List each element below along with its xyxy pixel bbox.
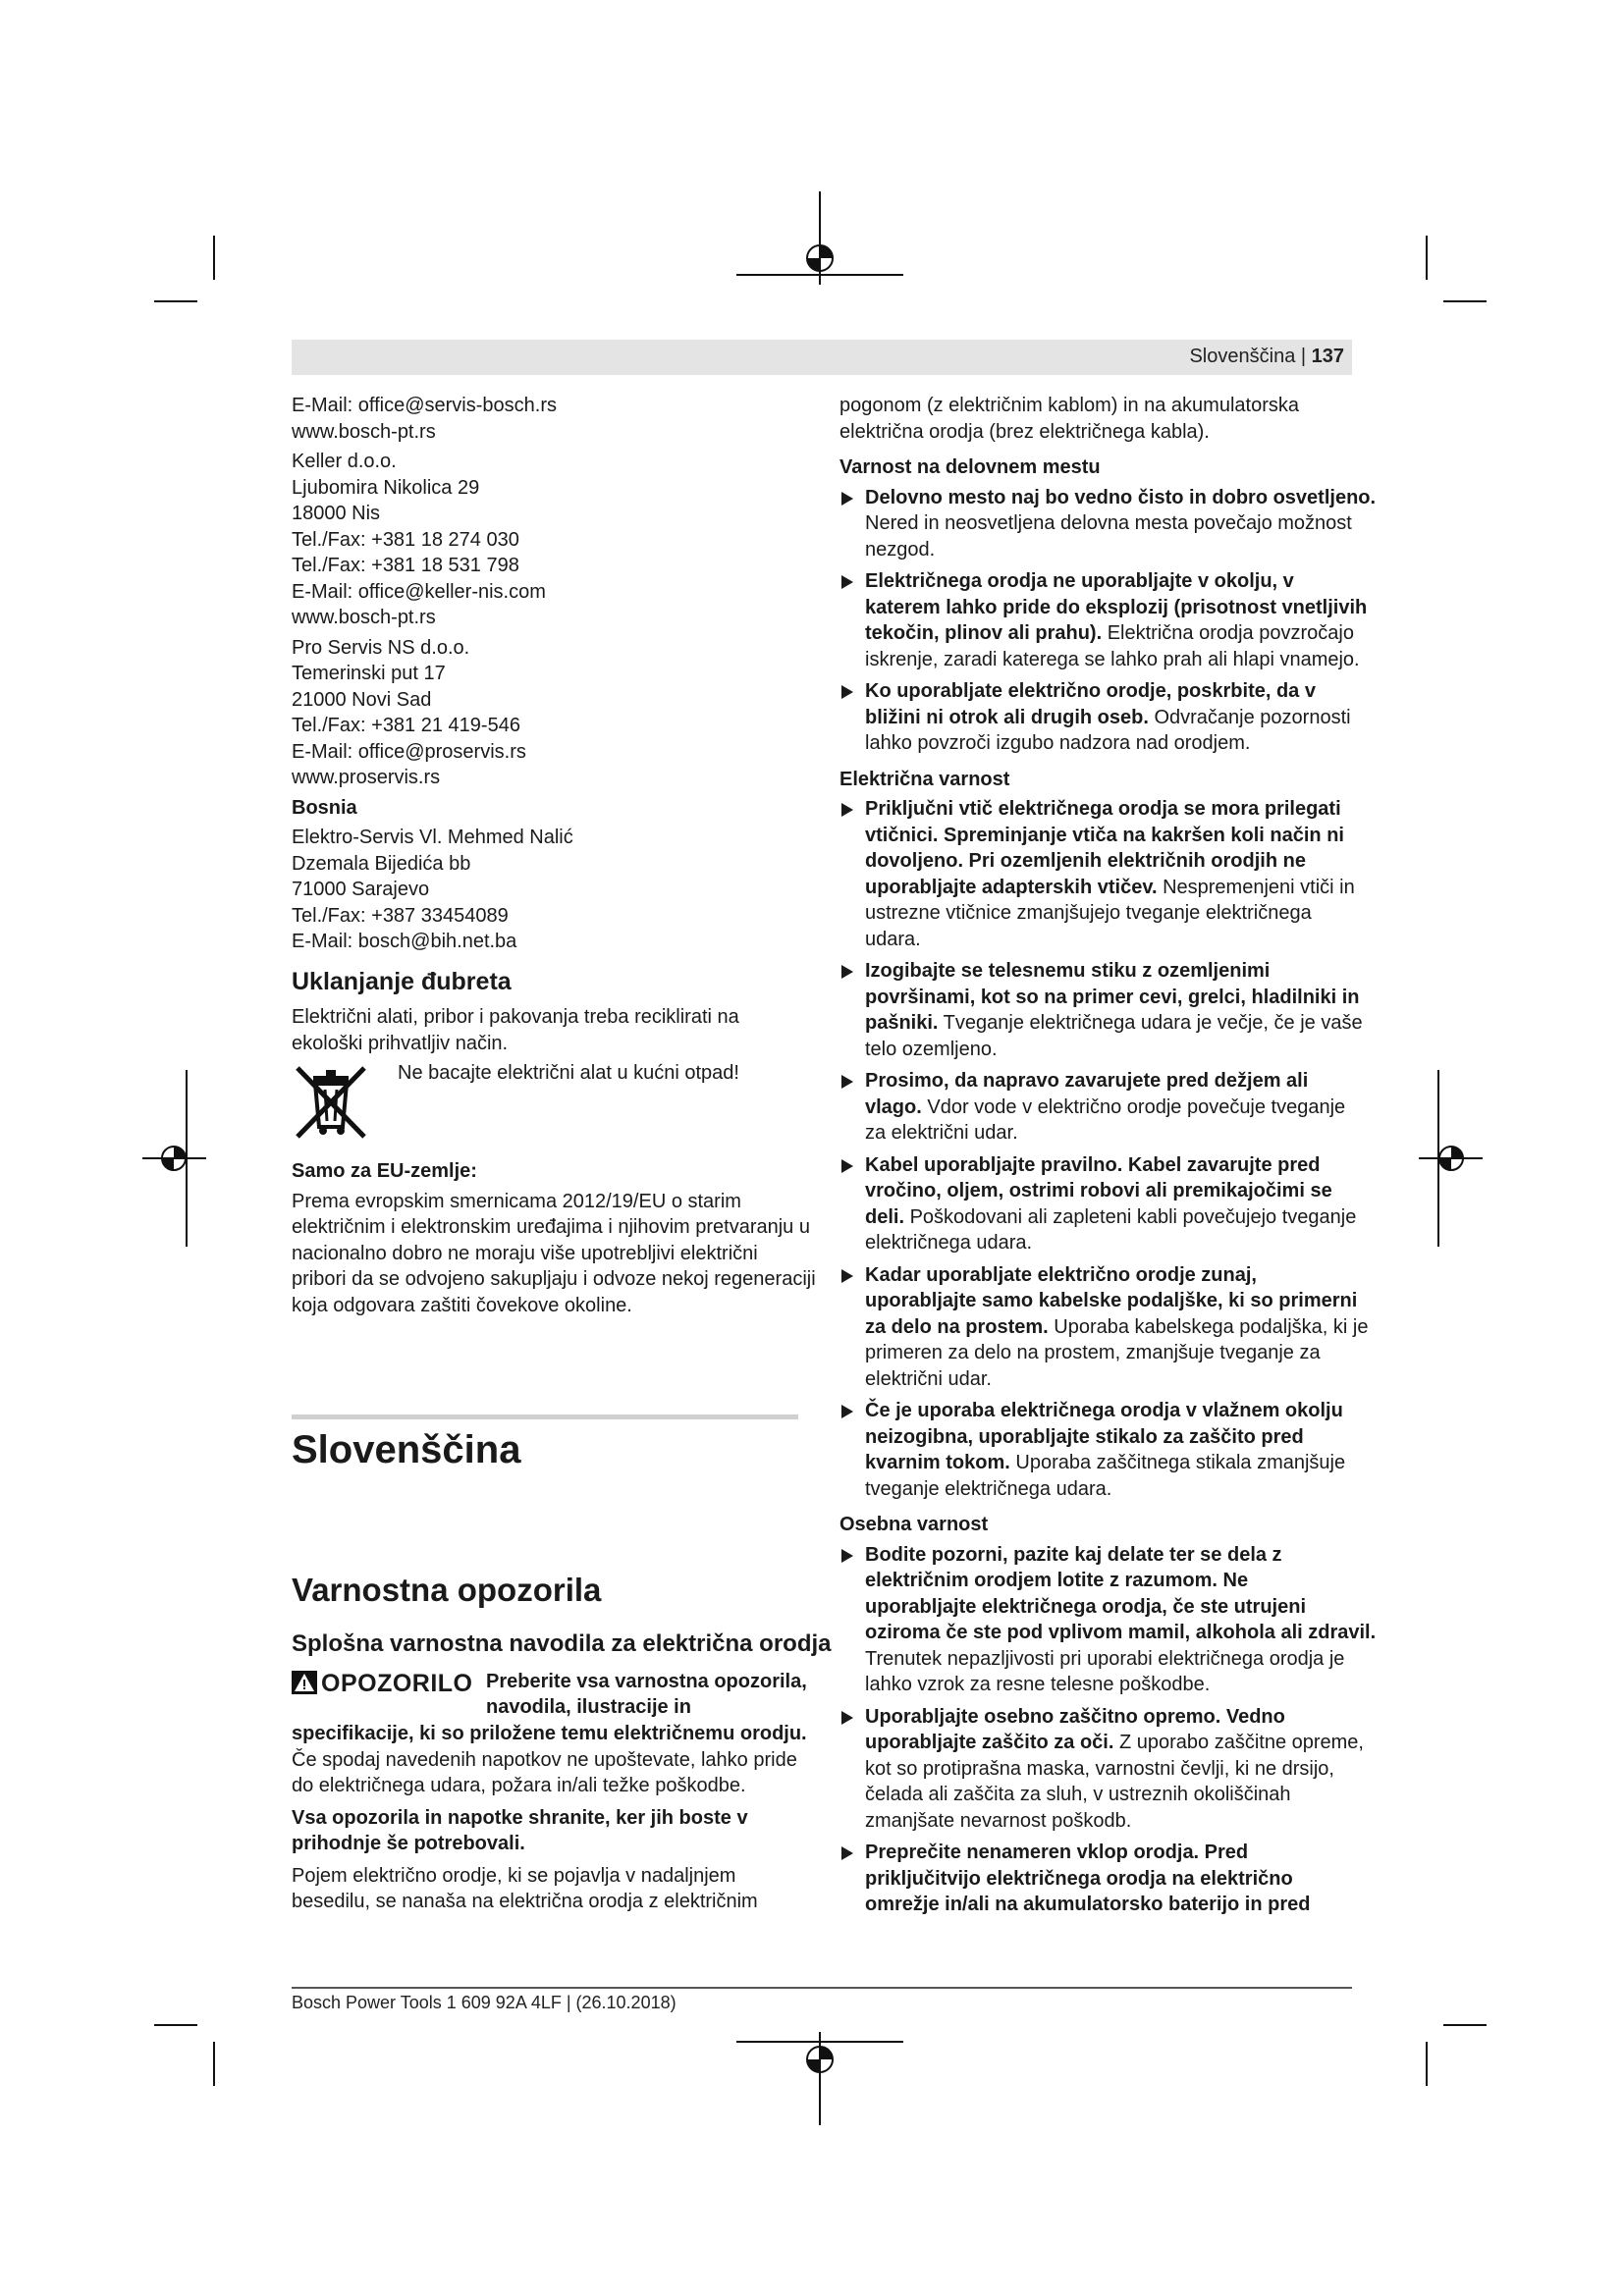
bullet-bold-run: deli. — [865, 1205, 905, 1228]
bullet-item — [839, 1152, 1357, 1256]
crop-mark — [1443, 2024, 1487, 2026]
bullet-normal-run: Uporaba zaščitnega stikala zmanjšuje — [1009, 1452, 1346, 1473]
warning-side-line: Preberite vsa varnostna opozorila, — [486, 1671, 807, 1692]
bullet-arrow-icon — [841, 1159, 853, 1173]
text-line: Če spodaj navedenih napotkov ne upoštevate, lahko pride — [292, 1748, 797, 1771]
bullet-bold-line: priključitvijo električnega orodja na električno — [865, 1867, 1293, 1890]
bullet-bold-line: Priključni vtič električnega orodja se mora prilegati — [865, 798, 1341, 820]
header-text: Slovenščina | 137 — [1189, 346, 1344, 367]
bullet-bold-line: omrežje in/ali na akumulatorsko baterijo in pred — [865, 1894, 1311, 1915]
bullet-bold-line: uporabljajte električnega orodja, če ste utrujeni — [865, 1595, 1307, 1618]
contact-line: 18000 Nis — [292, 503, 381, 524]
bullet-mixed-line — [865, 1730, 1364, 1756]
bullet-bold-line: Preprečite nenameren vklop orodja. Pred — [865, 1842, 1249, 1863]
bullet-arrow-icon — [841, 965, 853, 979]
bullet-bold-run: kvarnim tokom. — [865, 1452, 1010, 1473]
keller-contact — [292, 449, 802, 631]
contact-line: Elektro-Servis Vl. Mehmed Nalić — [292, 827, 573, 848]
eu-text — [292, 1189, 816, 1319]
bullet-mixed-line — [865, 1095, 1350, 1121]
bullet-mixed-line — [865, 875, 1355, 901]
footer-text: Bosch Power Tools 1 609 92A 4LF | (26.10.2018) — [292, 1993, 677, 2012]
bullet-bold-line: električnim orodjem lotite z razumom. Ne — [865, 1570, 1249, 1591]
bullet-normal-run: Uporaba kabelskega podaljška, ki je — [1048, 1315, 1369, 1338]
serbia-contacts — [292, 393, 802, 445]
bullet-mixed-line — [865, 1010, 1363, 1037]
bullet-bold-line: uporabljajte samo kabelske podaljške, ki so primerni — [865, 1290, 1358, 1311]
bullet-text-line: Trenutek nepazljivosti pri uporabi električnega orodja je — [865, 1647, 1345, 1670]
contact-line: E-Mail: bosch@bih.net.ba — [292, 931, 517, 952]
bullet-arrow-icon — [841, 1549, 853, 1563]
bullet-bold-line: Bodite pozorni, pazite kaj delate ter se dela z — [865, 1543, 1282, 1566]
bullet-item — [839, 1398, 1350, 1502]
bullet-bold-line: Prosimo, da napravo zavarujete pred dežjem ali — [865, 1070, 1309, 1092]
registration-mark-right — [1419, 1070, 1483, 1247]
bullet-bold-line: površinami, kot so na primer cevi, grelci, hladilniki in — [865, 986, 1360, 1008]
registration-mark-left — [142, 1070, 206, 1247]
text-line: električna orodja (brez električnega kabla). — [839, 420, 1210, 443]
bullet-bold-line: Kadar uporabljate električno orodje zunaj, — [865, 1263, 1257, 1286]
bullet-arrow-icon — [841, 1269, 853, 1283]
warning-triangle-icon — [292, 1671, 317, 1694]
page-header — [292, 340, 1352, 375]
bullet-bold-line: Električnega orodja ne uporabljajte v okolju, v — [865, 570, 1294, 592]
disposal-heading: Uklanjanje đubreta — [292, 967, 512, 995]
left-column — [292, 393, 816, 1322]
electrical-heading: Električna varnost — [839, 768, 1010, 790]
bullet-bold-run: uporabljajte adapterskih vtičev. — [865, 876, 1158, 898]
text-line: koja odgovara zaštiti čovekove okoline. — [292, 1294, 632, 1316]
contact-line: Tel./Fax: +381 21 419-546 — [292, 715, 520, 736]
bullet-arrow-icon — [841, 1405, 853, 1418]
bullet-mixed-line — [865, 1314, 1369, 1341]
bullet-text-line: električni udar. — [865, 1367, 992, 1390]
bullet-text-line: ustrezne vtičnice zmanjšujejo tveganje električnega — [865, 902, 1312, 924]
bullet-text-line: električnega udara. — [865, 1232, 1033, 1254]
text-line: ekološki prihvatljiv način. — [292, 1032, 509, 1054]
crossed-bin-icon — [292, 1062, 370, 1141]
bullet-bold-line: vročino, oljem, ostrimi robovi ali premikajočimi se — [865, 1180, 1332, 1201]
bullet-mixed-line — [865, 1450, 1350, 1476]
bullet-bold-run: pašniki. — [865, 1012, 939, 1034]
crop-mark — [1426, 236, 1428, 280]
bullet-bold-run: tekočin, plinov ali prahu). — [865, 622, 1103, 644]
crop-mark — [1426, 2042, 1428, 2086]
bullet-bold-line: Uporabljajte osebno zaščitno opremo. Vedno — [865, 1705, 1285, 1728]
contact-line: Dzemala Bijedića bb — [292, 852, 471, 875]
electrical-list — [839, 796, 1369, 1502]
contact-line: 71000 Sarajevo — [292, 879, 430, 900]
bullet-item — [839, 1262, 1369, 1393]
disposal-text — [292, 1004, 802, 1056]
bullet-arrow-icon — [841, 1846, 853, 1860]
language-heading: Slovenščina — [292, 1428, 521, 1471]
bullet-normal-run: Odvračanje pozornosti — [1148, 706, 1351, 728]
contact-line: Ljubomira Nikolica 29 — [292, 476, 480, 499]
crop-mark — [154, 2024, 197, 2026]
bullet-item — [839, 958, 1363, 1062]
personal-list — [839, 1542, 1377, 1918]
term-definition — [292, 1863, 802, 1915]
bosnia-heading: Bosnia — [292, 796, 357, 819]
bullet-mixed-line — [865, 1204, 1357, 1231]
bullet-arrow-icon — [841, 575, 853, 589]
bullet-text-line: lahko vzrok za resne telesne poškodbe. — [865, 1674, 1211, 1695]
contact-line: Tel./Fax: +387 33454089 — [292, 904, 509, 927]
bullet-bold-run: vlago. — [865, 1095, 922, 1118]
bullet-bold-line: vtičnici. Spreminjanje vtiča na kakršen koli način ni — [865, 824, 1344, 846]
contact-line: www.bosch-pt.rs — [292, 607, 436, 628]
bullet-text-line: kot so protiprašna maska, varnostni čevlji, ki ne drsijo, — [865, 1757, 1334, 1780]
bullet-text-line: iskrenje, zaradi katerega se lahko prah ali hlapi vnamejo. — [865, 648, 1360, 670]
text-line: električnim i elektronskim uređajima i njihovim pretvaranju u — [292, 1216, 810, 1238]
page-number: 137 — [1311, 346, 1344, 367]
contact-line: E-Mail: office@keller-nis.com — [292, 580, 546, 603]
warning-label-box — [292, 1671, 473, 1699]
bosnia-contact — [292, 825, 802, 955]
text-line: do električnega udara, požara in/ali težke poškodbe. — [292, 1775, 746, 1796]
bullet-bold-run: za delo na prostem. — [865, 1315, 1049, 1338]
bullet-item — [839, 568, 1368, 672]
warning-block — [292, 1669, 807, 1915]
bullet-bold-line: Kabel uporabljajte pravilno. Kabel zavarujte pred — [865, 1153, 1321, 1176]
bullet-arrow-icon — [841, 492, 853, 506]
text-line: nacionalno dobro ne moraju više upotrebljivi električni — [292, 1242, 758, 1264]
text-line: Pojem električno orodje, ki se pojavlja v nadaljnjem — [292, 1864, 736, 1887]
disposal-icon-row — [292, 1060, 802, 1145]
bullet-arrow-icon — [841, 1711, 853, 1725]
general-safety-heading: Splošna varnostna navodila za električna orodja — [292, 1630, 832, 1657]
crop-mark — [213, 2042, 215, 2086]
registration-mark-bottom — [736, 2032, 903, 2125]
header-section: Slovenščina — [1189, 346, 1296, 367]
text-line: prihodnje še potrebovali. — [292, 1833, 525, 1854]
bullet-normal-run: Električna orodja povzročajo — [1102, 622, 1354, 644]
bullet-normal-run: Poškodovani ali zapleteni kabli povečujejo tveganje — [904, 1205, 1357, 1228]
bullet-text-line: Nered in neosvetljena delovna mesta povečajo možnost — [865, 512, 1352, 534]
bullet-bold-line: Če je uporaba električnega orodja v vlažnem okolju — [865, 1400, 1343, 1421]
bullet-bold-line: katerem lahko pride do eksplozij (prisotnost vnetljivih — [865, 596, 1368, 618]
bullet-normal-run: Z uporabo zaščitne opreme, — [1113, 1732, 1364, 1753]
bullet-item — [839, 678, 1350, 757]
text-line: Električni alati, pribor i pakovanja treba reciklirati na — [292, 1006, 739, 1028]
crop-mark — [1443, 300, 1487, 302]
bullet-text-line: telo ozemljeno. — [865, 1038, 998, 1060]
bullet-item — [839, 1704, 1364, 1835]
bullet-arrow-icon — [841, 1075, 853, 1089]
bullet-normal-run: Vdor vode v električno orodje povečuje tveganje — [921, 1095, 1346, 1118]
work-area-list — [839, 485, 1377, 757]
contact-line: www.bosch-pt.rs — [292, 420, 436, 443]
bullet-arrow-icon — [841, 803, 853, 817]
bullet-bold-run: uporabljajte zaščito za oči. — [865, 1732, 1114, 1753]
bullet-item — [839, 796, 1355, 952]
bullet-mixed-line — [865, 620, 1354, 647]
bullet-bold-line: oziroma če ste pod vplivom mamil, alkohola ali zdravil. — [865, 1622, 1377, 1643]
bullet-item — [839, 485, 1377, 563]
right-column — [839, 393, 1377, 1924]
bullet-text-line: zmanjšate nevarnost poškodb. — [865, 1809, 1132, 1832]
contact-line: E-Mail: office@servis-bosch.rs — [292, 395, 557, 416]
contact-line: Tel./Fax: +381 18 531 798 — [292, 555, 519, 576]
personal-heading: Osebna varnost — [839, 1514, 989, 1535]
bullet-normal-run: Nespremenjeni vtiči in — [1157, 876, 1355, 898]
contact-line: E-Mail: office@proservis.rs — [292, 740, 526, 763]
bullet-bold-run: bližini ni otrok ali drugih oseb. — [865, 706, 1149, 728]
bullet-text-line: lahko povzroči izgubo nadzora nad orodjem. — [865, 732, 1251, 754]
crop-mark — [154, 300, 197, 302]
warning-label: OPOZORILO — [321, 1670, 473, 1697]
bullet-text-line: čelada ali zaščita za sluh, v ustreznih okoliščinah — [865, 1784, 1291, 1805]
bullet-bold-line: Delovno mesto naj bo vedno čisto in dobro osvetljeno. — [865, 486, 1377, 508]
bullet-bold-line: dovoljeno. Pri ozemljenih električnih orodjih ne — [865, 850, 1306, 872]
bullet-text-line: za električni udar. — [865, 1122, 1018, 1144]
proservis-contact — [292, 635, 802, 791]
text-line: pogonom (z električnim kablom) in na akumulatorska — [839, 395, 1299, 416]
contact-line: Pro Servis NS d.o.o. — [292, 636, 470, 659]
bullet-text-line: nezgod. — [865, 538, 936, 561]
bullet-item — [839, 1542, 1377, 1698]
bullet-bold-line: Ko uporabljate električno orodje, poskrbite, da v — [865, 680, 1316, 702]
crop-mark — [213, 236, 215, 280]
bullet-item — [839, 1840, 1350, 1918]
safety-heading: Varnostna opozorila — [292, 1572, 602, 1608]
contact-line: Keller d.o.o. — [292, 451, 397, 472]
contact-line: Temerinski put 17 — [292, 663, 446, 684]
bin-caption: Ne bacajte električni alat u kućni otpad! — [398, 1062, 739, 1084]
bullet-text-line: primeren za delo na prostem, zmanjšuje tveganje za — [865, 1342, 1321, 1363]
contact-line: 21000 Novi Sad — [292, 688, 432, 711]
text-line: pribori da se odvojeno sakupljaju i odvoze nekoj regeneraciji — [292, 1268, 816, 1290]
registration-mark-top — [736, 191, 903, 285]
keep-instructions — [292, 1805, 802, 1857]
contact-line: Tel./Fax: +381 18 274 030 — [292, 528, 519, 551]
footer-rule — [292, 1987, 1352, 1989]
warning-side-line: navodila, ilustracije in — [486, 1696, 691, 1718]
bullet-normal-run: Tveganje električnega udara je večje, če je vaše — [938, 1012, 1363, 1034]
bullet-item — [839, 1068, 1350, 1147]
work-area-heading: Varnost na delovnem mestu — [839, 456, 1101, 478]
warning-continuation: specifikacije, ki so priložene temu električnemu orodju. — [292, 1723, 807, 1744]
text-line: besedilu, se nanaša na električna orodja z električnim — [292, 1891, 758, 1912]
bullet-text-line: udara. — [865, 928, 921, 950]
bullet-mixed-line — [865, 705, 1350, 731]
section-divider — [292, 1415, 798, 1419]
text-line: Prema evropskim smernicama 2012/19/EU o starim — [292, 1190, 741, 1212]
eu-heading: Samo za EU-zemlje: — [292, 1160, 477, 1182]
bullet-text-line: tveganje električnega udara. — [865, 1477, 1112, 1500]
intro-text — [839, 393, 1350, 445]
bullet-bold-line: neizogibna, uporabljajte stikalo za zaščito pred — [865, 1425, 1304, 1448]
bullet-arrow-icon — [841, 685, 853, 699]
warning-row — [292, 1669, 807, 1721]
contact-line: www.proservis.rs — [292, 767, 441, 788]
text-line: Vsa opozorila in napotke shranite, ker jih boste v — [292, 1806, 748, 1829]
bullet-bold-line: Izogibajte se telesnemu stiku z ozemljenimi — [865, 960, 1271, 982]
